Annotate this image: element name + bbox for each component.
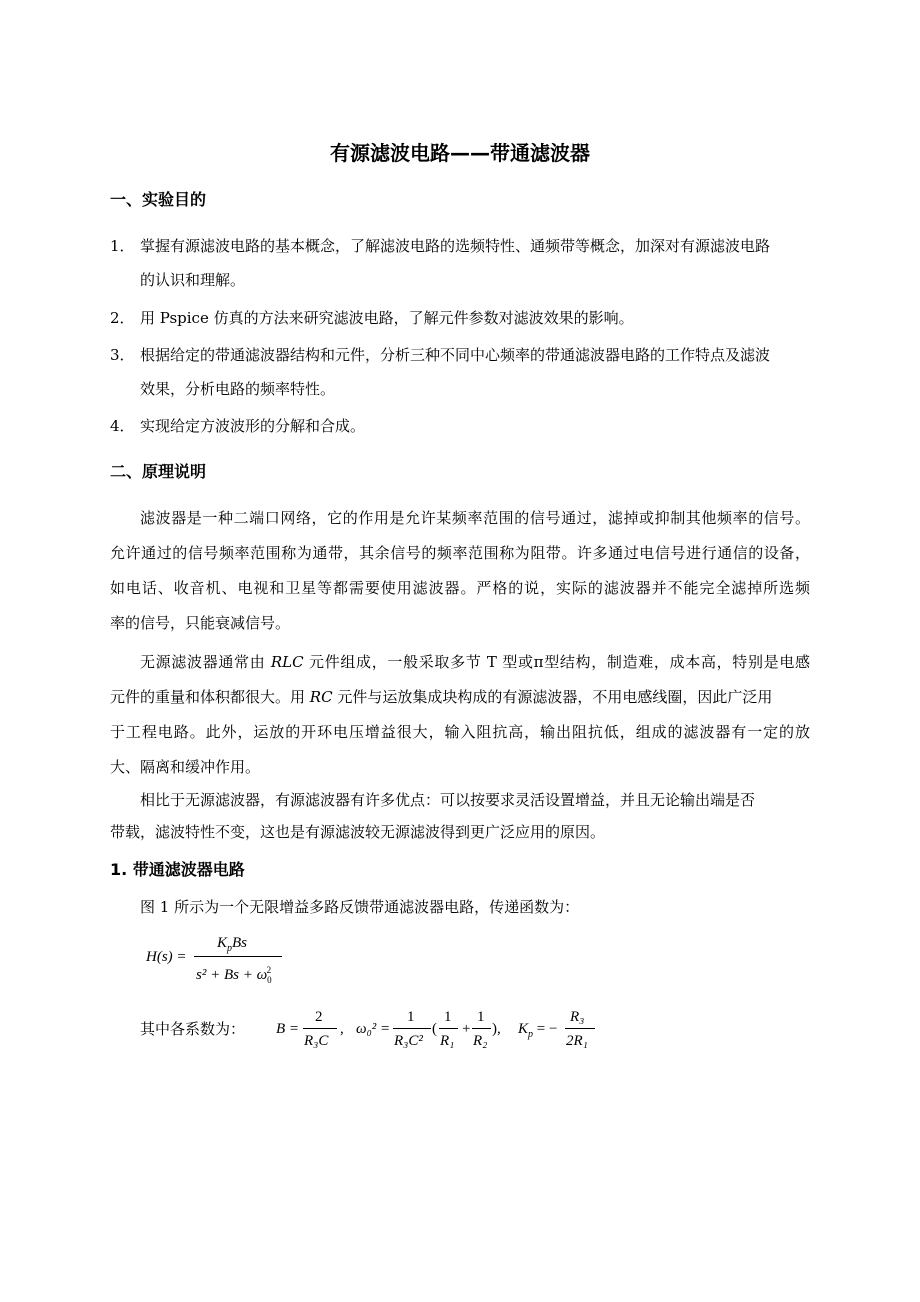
list-item xyxy=(110,416,365,436)
formula-r2-numerator: 1 xyxy=(477,1009,485,1025)
section-heading-principle: 二、原理说明 xyxy=(110,462,207,481)
formula-r1-numerator: 1 xyxy=(444,1009,452,1025)
separator-comma: , xyxy=(340,1021,344,1037)
page-title: 有源滤波电路——带通滤波器 xyxy=(330,141,590,165)
paragraph-line xyxy=(110,687,772,707)
formula-k-lhs xyxy=(518,1020,557,1044)
list-item-text: 根据给定的带通滤波器结构和元件，分析三种不同中心频率的带通滤波器电路的工作特点及滤波 xyxy=(140,346,771,364)
list-item-text: 用 Pspice 仿真的方法来研究滤波电路，了解元件参数对滤波效果的影响。 xyxy=(140,309,634,327)
paragraph-line: 大、隔离和缓冲作用。 xyxy=(110,758,261,776)
list-item-number: 4． xyxy=(110,417,135,435)
formula-b-lhs: B = xyxy=(276,1021,300,1037)
fraction-bar xyxy=(303,1028,337,1029)
formula-omega-numerator: 1 xyxy=(407,1009,415,1025)
formula-r1-denominator: R₁ xyxy=(440,1033,455,1049)
paragraph-line: 相比于无源滤波器，有源滤波器有许多优点：可以按要求灵活设置增益，并且无论输出端是否 xyxy=(140,791,756,809)
paragraph-line: 于工程电路。此外，运放的开环电压增益很大，输入阻抗高，输出阻抗低，组成的滤波器有一定的放 xyxy=(110,723,810,741)
formula-b-denominator: R₃C xyxy=(304,1033,329,1049)
formula-b-numerator: 2 xyxy=(315,1009,323,1025)
paragraph-line: 带载，滤波特性不变，这也是有源滤波较无源滤波得到更广泛应用的原因。 xyxy=(110,823,606,841)
formula-k-subscript: p xyxy=(528,1029,534,1040)
fraction-bar xyxy=(472,1028,491,1029)
list-item xyxy=(110,345,770,365)
list-item xyxy=(110,236,770,256)
text-run-rlc: RLC xyxy=(270,653,304,671)
paragraph-line: 率的信号，只能衰减信号。 xyxy=(110,614,291,632)
formula-k: K xyxy=(518,1021,529,1037)
formula-k-equals: = − xyxy=(536,1021,558,1037)
text-run-rc: RC xyxy=(309,688,333,706)
formula-denominator-text: s² + Bs + ω xyxy=(196,967,268,983)
paragraph-line: 允许通过的信号频率范围称为通带，其余信号的频率范围称为阻带。许多通过电信号进行通信的设备， xyxy=(110,544,810,562)
fraction-bar xyxy=(393,1028,431,1029)
section-heading-purpose: 一、实验目的 xyxy=(110,190,207,209)
list-item-number: 3． xyxy=(110,346,135,364)
close-paren: ), xyxy=(492,1021,501,1037)
coefficients-label: 其中各系数为： xyxy=(140,1020,246,1038)
formula-k: K xyxy=(217,935,228,951)
formula-numerator xyxy=(217,934,247,958)
formula-r2-denominator: R₂ xyxy=(473,1033,488,1049)
fraction-bar xyxy=(565,1028,595,1029)
formula-k-numerator: R₃ xyxy=(570,1009,585,1025)
paragraph-line: 滤波器是一种二端口网络，它的作用是允许某频率范围的信号通过，滤掉或抑制其他频率的信号。 xyxy=(140,509,810,527)
formula-k-denominator: 2R₁ xyxy=(566,1033,588,1049)
paragraph-line: 如电话、收音机、电视和卫星等都需要使用滤波器。严格的说，实际的滤波器并不能完全滤掉所选频 xyxy=(110,579,810,597)
formula-omega-denominator: R₃C² xyxy=(394,1033,423,1049)
list-item-text: 实现给定方波波形的分解和合成。 xyxy=(140,417,366,435)
text-run: 元件与运放集成块构成的有源滤波器，不用电感线圈，因此广泛用 xyxy=(332,688,773,706)
formula-bs: Bs xyxy=(232,935,248,951)
paragraph-line xyxy=(140,652,810,672)
plus-sign: + xyxy=(462,1021,471,1037)
subsection-heading: 1. 带通滤波器电路 xyxy=(110,860,245,879)
text-run: 元件组成，一般采取多节 T 型或π型结构，制造难，成本高，特别是电感 xyxy=(303,653,810,671)
text-run: 无源滤波器通常由 xyxy=(140,653,271,671)
formula-denominator: $s^2 + Bs + \omega_0^2$ xyxy=(196,965,272,985)
list-item-text: 掌握有源滤波电路的基本概念，了解滤波电路的选频特性、通频带等概念，加深对有源滤波电路 xyxy=(140,237,771,255)
fraction-bar xyxy=(194,956,282,957)
list-item-number: 1． xyxy=(110,237,135,255)
list-item-continuation: 的认识和理解。 xyxy=(140,271,246,289)
paragraph-line: 图 1 所示为一个无限增益多路反馈带通滤波器电路，传递函数为： xyxy=(140,898,580,916)
list-item-continuation: 效果，分析电路的频率特性。 xyxy=(140,380,336,398)
formula-omega-lhs: ω₀² = xyxy=(356,1021,391,1037)
formula-lhs: H(s) = xyxy=(146,949,187,965)
list-item-number: 2． xyxy=(110,309,135,327)
text-run: 元件的重量和体积都很大。用 xyxy=(110,688,310,706)
formula-k-subscript: p xyxy=(227,943,233,954)
fraction-bar xyxy=(439,1028,458,1029)
open-paren: ( xyxy=(432,1021,437,1037)
list-item xyxy=(110,308,634,328)
